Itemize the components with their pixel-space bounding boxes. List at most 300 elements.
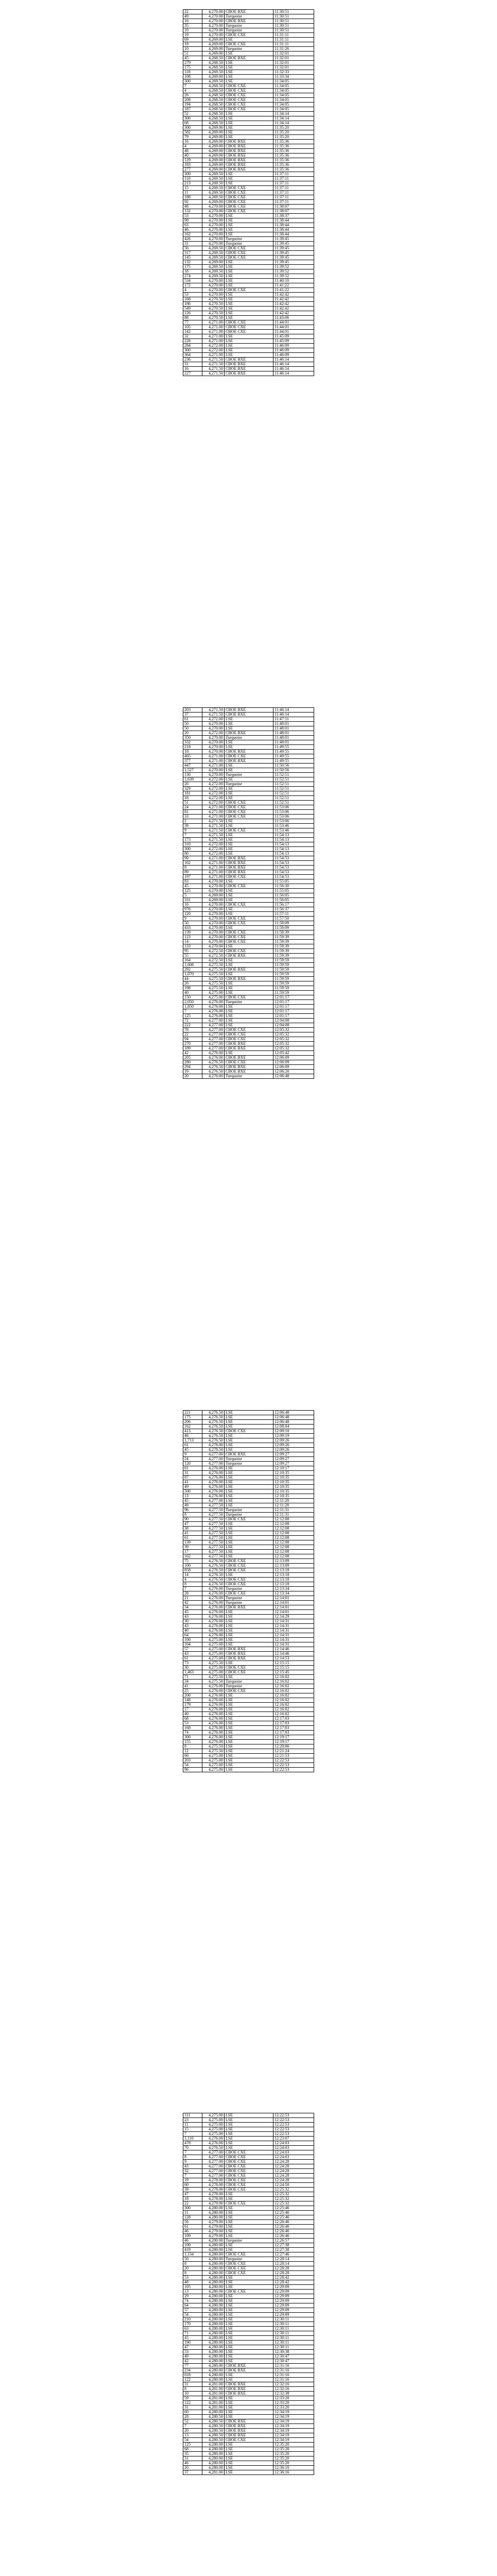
time-cell: 11:35:20 (273, 135, 314, 140)
table-row (183, 371, 314, 376)
quantity-cell: 310 (183, 842, 202, 847)
price-cell: 4,276.50 (202, 1573, 225, 1578)
table-row (183, 852, 314, 856)
quantity-cell: 9 (183, 1452, 202, 1457)
time-cell: 11:32:01 (273, 56, 314, 61)
table-row (183, 1425, 314, 1429)
venue-cell: LSE (225, 65, 273, 70)
price-cell: 4,269.00 (202, 167, 225, 172)
quantity-cell: 41 (183, 1684, 202, 1689)
venue-cell: LSE (225, 787, 273, 791)
table-row (183, 1494, 314, 1499)
venue-cell: Turquoise (225, 2239, 273, 2243)
table-row (183, 2387, 314, 2392)
venue-cell: LSE (225, 70, 273, 75)
price-cell: 4,268.50 (202, 65, 225, 70)
price-cell: 4,275.00 (202, 2127, 225, 2132)
table-row (183, 2276, 314, 2280)
quantity-cell: 8 (183, 2271, 202, 2276)
venue-cell: LSE (225, 726, 273, 731)
price-cell: 4,280.00 (202, 2285, 225, 2290)
table-row (183, 1517, 314, 1522)
quantity-cell: 72 (183, 1019, 202, 1023)
table-row (183, 177, 314, 181)
time-cell: 12:33:20 (273, 2401, 314, 2405)
table-row (183, 1629, 314, 1633)
time-cell: 12:22:53 (273, 1763, 314, 1768)
time-cell: 12:16:02 (273, 1707, 314, 1712)
venue-cell: CBOE CXE (225, 2290, 273, 2294)
table-row (183, 1448, 314, 1452)
venue-cell: CBOE CXE (225, 917, 273, 921)
time-cell: 11:53:06 (273, 819, 314, 824)
venue-cell: CBOE BXE (225, 2382, 273, 2387)
venue-cell: LSE (225, 838, 273, 842)
price-cell: 4,271.00 (202, 870, 225, 875)
venue-cell: LSE (225, 1531, 273, 1536)
time-cell: 12:30:11 (273, 2341, 314, 2345)
table-row (183, 861, 314, 866)
table-row (183, 986, 314, 991)
quantity-cell: 43 (183, 1624, 202, 1629)
quantity-cell: 43 (183, 2164, 202, 2169)
quantity-cell: 43 (183, 1615, 202, 1619)
price-cell: 4,271.00 (202, 334, 225, 339)
price-cell: 4,275.50 (202, 968, 225, 972)
quantity-cell: 68 (183, 1717, 202, 1721)
venue-cell: CBOE CXE (225, 1591, 273, 1596)
price-cell: 4,270.00 (202, 773, 225, 777)
venue-cell: CBOE CXE (225, 1689, 273, 1693)
quantity-cell: 4 (183, 1578, 202, 1582)
time-cell: 11:52:51 (273, 796, 314, 801)
table-row (183, 819, 314, 824)
price-cell: 4,272.00 (202, 842, 225, 847)
venue-cell: CBOE CXE (225, 98, 273, 103)
venue-cell: CBOE BXE (225, 713, 273, 717)
quantity-cell: 73 (183, 1661, 202, 1666)
venue-cell: CBOE CXE (225, 200, 273, 205)
table-row (183, 2378, 314, 2382)
venue-cell: LSE (225, 2317, 273, 2322)
price-cell: 4,270.50 (202, 307, 225, 311)
time-cell: 12:05:32 (273, 1032, 314, 1037)
time-cell: 12:01:17 (273, 995, 314, 1000)
venue-cell: LSE (225, 912, 273, 917)
time-cell: 11:50:56 (273, 768, 314, 773)
time-cell: 12:31:16 (273, 2378, 314, 2382)
quantity-cell: 42 (183, 1601, 202, 1605)
price-cell: 4,277.50 (202, 1522, 225, 1527)
time-cell: 12:15:15 (273, 1666, 314, 1670)
price-cell: 4,269.50 (202, 70, 225, 75)
venue-cell: LSE (225, 2354, 273, 2359)
price-cell: 4,272.00 (202, 344, 225, 348)
venue-cell: CBOE BXE (225, 1042, 273, 1046)
quantity-cell: 90 (183, 856, 202, 861)
venue-cell: LSE (225, 722, 273, 726)
table-row (183, 907, 314, 912)
quantity-cell: 45 (183, 56, 202, 61)
quantity-cell: 9 (183, 2160, 202, 2164)
price-cell: 4,271.00 (202, 320, 225, 325)
time-cell: 12:22:53 (273, 2113, 314, 2118)
time-cell: 12:14:31 (273, 1633, 314, 1638)
time-cell: 12:24:03 (273, 2146, 314, 2150)
table-row (183, 2350, 314, 2354)
time-cell: 11:57:50 (273, 917, 314, 921)
venue-cell: CBOE BXE (225, 362, 273, 367)
table-row (183, 726, 314, 731)
venue-cell: LSE (225, 2192, 273, 2197)
quantity-cell: 48 (183, 149, 202, 154)
quantity-cell: 32 (183, 334, 202, 339)
time-cell: 11:32:01 (273, 52, 314, 56)
price-cell: 4,271.50 (202, 833, 225, 838)
price-cell: 4,277.50 (202, 1503, 225, 1508)
time-cell: 11:59:39 (273, 940, 314, 944)
time-cell: 11:54:13 (273, 833, 314, 838)
price-cell: 4,280.00 (202, 2280, 225, 2285)
price-cell: 4,271.00 (202, 330, 225, 334)
venue-cell: CBOE CXE (225, 1517, 273, 1522)
table-row (183, 334, 314, 339)
table-row (183, 2141, 314, 2146)
time-cell: 12:09:27 (273, 1457, 314, 1462)
time-cell: 11:34:14 (273, 121, 314, 126)
venue-cell: LSE (225, 1522, 273, 1527)
price-cell: 4,276.00 (202, 1485, 225, 1489)
table-row (183, 963, 314, 968)
quantity-cell: 68 (183, 121, 202, 126)
venue-cell: CBOE CXE (225, 2252, 273, 2257)
time-cell: 11:53:06 (273, 815, 314, 819)
quantity-cell: 22 (183, 2201, 202, 2206)
price-cell: 4,269.50 (202, 274, 225, 279)
time-cell: 12:32:16 (273, 2387, 314, 2392)
price-cell: 4,269.00 (202, 135, 225, 140)
time-cell: 12:13:09 (273, 1564, 314, 1568)
time-cell: 11:42:42 (273, 302, 314, 307)
time-cell: 12:10:35 (273, 1494, 314, 1499)
table-row (183, 200, 314, 205)
venue-cell: LSE (225, 1693, 273, 1698)
quantity-cell: 162 (183, 1425, 202, 1429)
quantity-cell: 122 (183, 2401, 202, 2405)
time-cell: 11:39:45 (273, 256, 314, 260)
table-row (183, 1037, 314, 1042)
venue-cell: CBOE CXE (225, 2150, 273, 2155)
price-cell: 4,271.00 (202, 353, 225, 358)
table-row (183, 195, 314, 200)
price-cell: 4,270.00 (202, 889, 225, 893)
venue-cell: CBOE CXE (225, 921, 273, 926)
table-row (183, 2354, 314, 2359)
venue-cell: LSE (225, 2415, 273, 2419)
venue-cell: LSE (225, 842, 273, 847)
quantity-cell: 228 (183, 339, 202, 344)
venue-cell: CBOE BXE (225, 2419, 273, 2424)
quantity-cell: 18 (183, 269, 202, 274)
quantity-cell: 43 (183, 1652, 202, 1656)
quantity-cell: 20 (183, 2466, 202, 2470)
time-cell: 11:50:56 (273, 764, 314, 768)
venue-cell: CBOE CXE (225, 288, 273, 293)
time-cell: 11:59:39 (273, 954, 314, 958)
table-row (183, 2183, 314, 2188)
venue-cell: LSE (225, 796, 273, 801)
venue-cell: CBOE CXE (225, 2169, 273, 2174)
price-cell: 4,270.00 (202, 288, 225, 293)
price-cell: 4,271.50 (202, 367, 225, 371)
price-cell: 4,280.00 (202, 2313, 225, 2317)
time-cell: 12:29:09 (273, 2313, 314, 2317)
quantity-cell: 13 (183, 1494, 202, 1499)
time-cell: 12:29:09 (273, 2285, 314, 2290)
time-cell: 11:54:13 (273, 838, 314, 842)
venue-cell: CBOE CXE (225, 1060, 273, 1065)
time-cell: 12:05:32 (273, 1046, 314, 1051)
time-cell: 11:52:51 (273, 777, 314, 782)
table-row (183, 283, 314, 288)
price-cell: 4,269.00 (202, 893, 225, 898)
price-cell: 4,270.50 (202, 297, 225, 302)
time-cell: 11:46:14 (273, 362, 314, 367)
price-cell: 4,272.00 (202, 731, 225, 736)
venue-cell: LSE (225, 2215, 273, 2220)
price-cell: 4,271.00 (202, 805, 225, 810)
table-row (183, 1000, 314, 1005)
price-cell: 4,270.00 (202, 283, 225, 288)
price-cell: 4,275.00 (202, 1768, 225, 1772)
time-cell: 11:42:42 (273, 311, 314, 316)
quantity-cell: 142 (183, 330, 202, 334)
quantity-cell: 162 (183, 861, 202, 866)
venue-cell: CBOE CXE (225, 2183, 273, 2188)
table-row (183, 2229, 314, 2234)
venue-cell: CBOE CXE (225, 2164, 273, 2169)
quantity-cell: 22 (183, 1032, 202, 1037)
venue-cell: LSE (225, 2206, 273, 2211)
quantity-cell: 100 (183, 1564, 202, 1568)
table-row (183, 358, 314, 362)
time-cell: 11:46:09 (273, 344, 314, 348)
time-cell: 12:22:53 (273, 1768, 314, 1772)
price-cell: 4,275.00 (202, 1652, 225, 1656)
time-cell: 12:29:09 (273, 2303, 314, 2308)
time-cell: 11:59:59 (273, 986, 314, 991)
price-cell: 4,270.00 (202, 33, 225, 38)
price-cell: 4,276.00 (202, 1731, 225, 1735)
time-cell: 11:53:46 (273, 828, 314, 833)
quantity-cell: 329 (183, 787, 202, 791)
quantity-cell: 175 (183, 65, 202, 70)
venue-cell: LSE (225, 879, 273, 884)
price-cell: 4,269.50 (202, 269, 225, 274)
time-cell: 11:41:22 (273, 288, 314, 293)
table-row (183, 1619, 314, 1624)
venue-cell: CBOE BXE (225, 977, 273, 981)
venue-cell: CBOE CXE (225, 89, 273, 93)
quantity-cell: 20 (183, 2429, 202, 2433)
quantity-cell: 200 (183, 1693, 202, 1698)
price-cell: 4,272.00 (202, 717, 225, 722)
venue-cell: LSE (225, 2276, 273, 2280)
quantity-cell: 172 (183, 283, 202, 288)
price-cell: 4,276.00 (202, 1610, 225, 1615)
venue-cell: CBOE BXE (225, 19, 273, 24)
price-cell: 4,271.50 (202, 358, 225, 362)
time-cell: 12:31:16 (273, 2364, 314, 2368)
time-cell: 11:56:05 (273, 893, 314, 898)
quantity-cell: 20 (183, 1074, 202, 1079)
price-cell: 4,276.00 (202, 1005, 225, 1009)
table-row (183, 713, 314, 717)
quantity-cell: 203 (183, 1758, 202, 1763)
quantity-cell: 294 (183, 1065, 202, 1070)
quantity-cell: 858 (183, 1568, 202, 1573)
venue-cell: LSE (225, 1763, 273, 1768)
price-cell: 4,269.00 (202, 149, 225, 154)
price-cell: 4,279.00 (202, 2234, 225, 2239)
quantity-cell: 68 (183, 2447, 202, 2452)
venue-cell: LSE (225, 181, 273, 186)
time-cell: 12:16:02 (273, 1684, 314, 1689)
time-cell: 11:46:14 (273, 713, 314, 717)
time-cell: 11:32:01 (273, 61, 314, 65)
venue-cell: CBOE CXE (225, 1429, 273, 1434)
quantity-cell: 818 (183, 2373, 202, 2378)
price-cell: 4,281.00 (202, 2396, 225, 2401)
price-cell: 4,269.50 (202, 246, 225, 251)
price-cell: 4,270.00 (202, 926, 225, 930)
price-cell: 4,276.00 (202, 1703, 225, 1707)
price-cell: 4,280.00 (202, 2243, 225, 2248)
quantity-cell: 139 (183, 930, 202, 935)
venue-cell: LSE (225, 972, 273, 977)
table-row (183, 1023, 314, 1028)
price-cell: 4,270.00 (202, 19, 225, 24)
venue-cell: CBOE BXE (225, 1647, 273, 1652)
time-cell: 11:37:11 (273, 200, 314, 205)
venue-cell: CBOE BXE (225, 140, 273, 144)
price-cell: 4,269.50 (202, 186, 225, 191)
time-cell: 12:14:31 (273, 1642, 314, 1647)
time-cell: 12:14:31 (273, 1624, 314, 1629)
time-cell: 11:54:13 (273, 842, 314, 847)
quantity-cell: 133 (183, 944, 202, 949)
quantity-cell: 2,050 (183, 1000, 202, 1005)
venue-cell: LSE (225, 1545, 273, 1550)
price-cell: 4,269.50 (202, 172, 225, 177)
table-row (183, 2113, 314, 2118)
quantity-cell: 87 (183, 1476, 202, 1480)
quantity-cell: 118 (183, 70, 202, 75)
price-cell: 4,269.00 (202, 200, 225, 205)
venue-cell: LSE (225, 2294, 273, 2299)
table-row (183, 144, 314, 149)
quantity-cell: 300 (183, 172, 202, 177)
table-row (183, 1768, 314, 1772)
venue-cell: LSE (225, 1425, 273, 1429)
venue-cell: LSE (225, 2341, 273, 2345)
quantity-cell: 50 (183, 2257, 202, 2262)
quantity-cell: 7 (183, 1009, 202, 1014)
price-cell: 4,272.50 (202, 949, 225, 954)
report-page-3 (183, 1410, 314, 1772)
time-cell: 11:57:11 (273, 912, 314, 917)
venue-cell: CBOE CXE (225, 2266, 273, 2271)
price-cell: 4,269.50 (202, 265, 225, 269)
venue-cell: LSE (225, 353, 273, 358)
price-cell: 4,277.00 (202, 1019, 225, 1023)
quantity-cell: 198 (183, 986, 202, 991)
price-cell: 4,277.00 (202, 2164, 225, 2169)
time-cell: 11:34:14 (273, 116, 314, 121)
quantity-cell: 30 (183, 1619, 202, 1624)
quantity-cell: 7 (183, 2174, 202, 2178)
price-cell: 4,280.50 (202, 2438, 225, 2443)
table-row (183, 2470, 314, 2475)
table-row (183, 246, 314, 251)
table-row (183, 958, 314, 963)
quantity-cell: 21 (183, 1596, 202, 1601)
quantity-cell: 175 (183, 265, 202, 269)
time-cell: 12:24:03 (273, 2141, 314, 2146)
price-cell: 4,269.00 (202, 158, 225, 163)
venue-cell: Turquoise (225, 24, 273, 28)
quantity-cell: 81 (183, 810, 202, 815)
time-cell: 12:01:17 (273, 1000, 314, 1005)
venue-cell: CBOE CXE (225, 205, 273, 209)
quantity-cell: 18 (183, 750, 202, 754)
venue-cell: LSE (225, 2113, 273, 2118)
table-row (183, 1508, 314, 1513)
venue-cell: CBOE CXE (225, 186, 273, 191)
quantity-cell: 10 (183, 2392, 202, 2396)
table-row (183, 777, 314, 782)
time-cell: 11:53:46 (273, 824, 314, 828)
venue-cell: LSE (225, 279, 273, 283)
time-cell: 12:28:28 (273, 2271, 314, 2276)
quantity-cell: 19 (183, 33, 202, 38)
venue-cell: LSE (225, 893, 273, 898)
table-row (183, 1457, 314, 1462)
venue-cell: LSE (225, 1415, 273, 1420)
price-cell: 4,272.00 (202, 791, 225, 796)
price-cell: 4,280.50 (202, 2433, 225, 2438)
venue-cell: LSE (225, 1703, 273, 1707)
venue-cell: CBOE BXE (225, 708, 273, 713)
time-cell: 11:59:59 (273, 991, 314, 995)
price-cell: 4,280.00 (202, 2410, 225, 2415)
table-row (183, 1559, 314, 1564)
price-cell: 4,276.00 (202, 1051, 225, 1056)
quantity-cell: 13 (183, 2433, 202, 2438)
quantity-cell: 74 (183, 1731, 202, 1735)
table-row (183, 33, 314, 38)
quantity-cell: 478 (183, 2141, 202, 2146)
table-row (183, 2146, 314, 2150)
quantity-cell: 205 (183, 1056, 202, 1060)
table-row (183, 302, 314, 307)
quantity-cell: 168 (183, 1726, 202, 1731)
price-cell: 4,269.00 (202, 126, 225, 130)
time-cell: 12:13:18 (273, 1578, 314, 1582)
venue-cell: CBOE BXE (225, 861, 273, 866)
quantity-cell: 4 (183, 89, 202, 93)
price-cell: 4,270.00 (202, 884, 225, 889)
